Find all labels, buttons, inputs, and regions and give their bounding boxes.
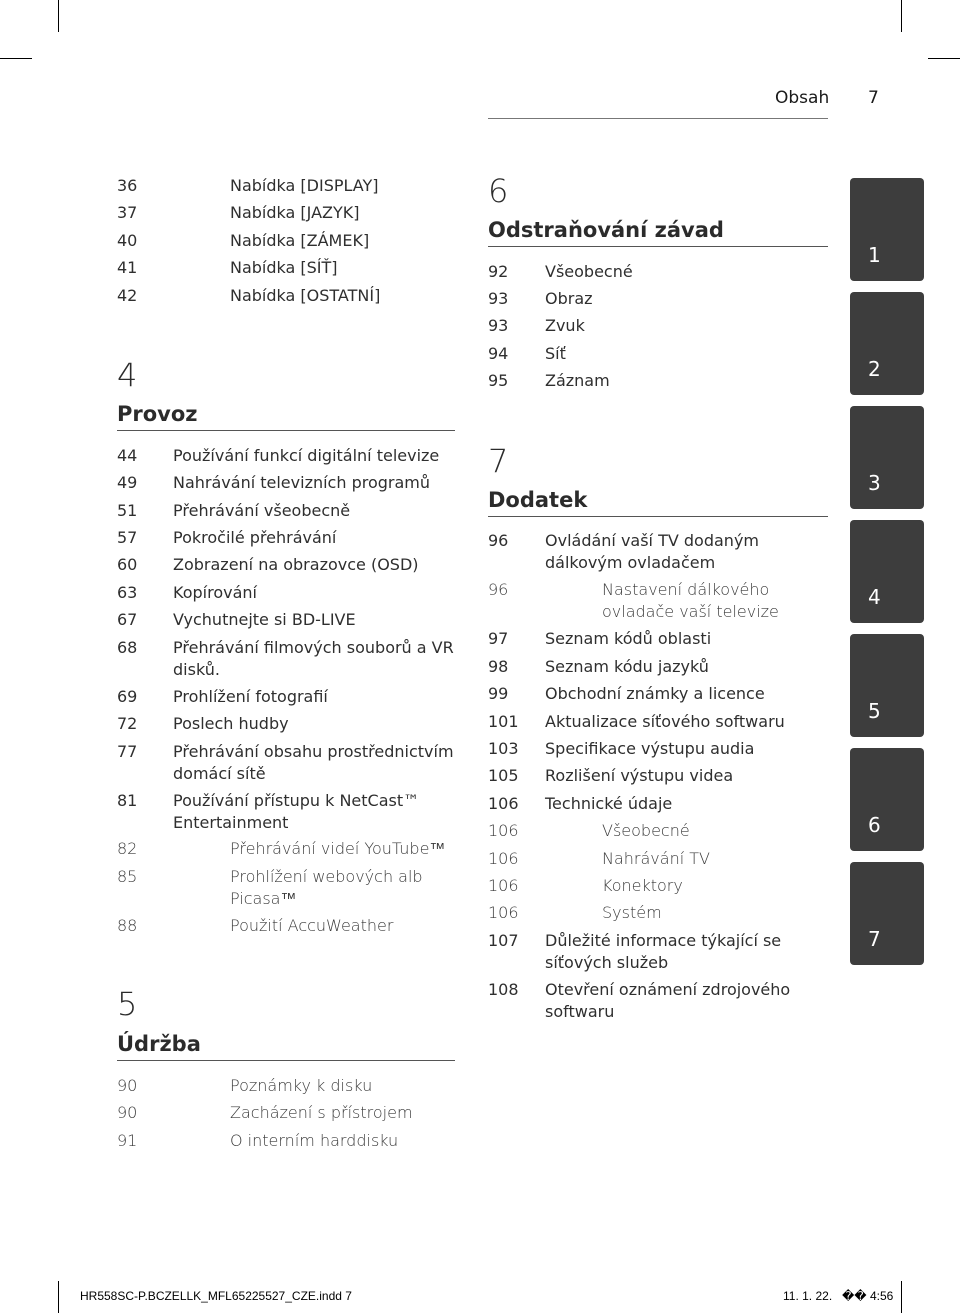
chapter-tab-3[interactable] (850, 406, 924, 509)
toc-title: Používání přístupu k NetCast™ Entertainment (173, 791, 420, 832)
toc-page: 101 (488, 712, 519, 731)
chapter-tab-5[interactable] (850, 634, 924, 737)
toc-page: 92 (488, 262, 509, 281)
toc-page: 68 (117, 638, 138, 657)
toc-entry[interactable] (117, 472, 457, 494)
toc-title: Nahrávání TV (602, 849, 710, 868)
toc-page: 60 (117, 555, 138, 574)
toc-title: Pokročilé přehrávání (173, 528, 337, 547)
toc-page: 44 (117, 446, 138, 465)
toc-entry[interactable] (117, 202, 457, 224)
toc-page: 49 (117, 473, 138, 492)
toc-subentry[interactable] (117, 915, 457, 937)
toc-title: Konektory (602, 876, 683, 895)
toc-subentry[interactable] (488, 902, 828, 924)
toc-entry[interactable] (117, 175, 457, 197)
toc-subentry[interactable] (117, 838, 457, 860)
toc-subentry[interactable] (488, 579, 828, 623)
toc-title: Záznam (545, 371, 610, 390)
toc-title: Technické údaje (545, 794, 673, 813)
toc-title: Systém (602, 903, 662, 922)
toc-title: Všeobecné (545, 262, 633, 281)
tab-label: 1 (868, 243, 881, 267)
toc-entry[interactable] (488, 793, 828, 815)
toc-entry[interactable] (488, 738, 828, 760)
toc-title: Zacházení s přístrojem (230, 1103, 413, 1122)
toc-page: 37 (117, 203, 138, 222)
toc-page: 69 (117, 687, 138, 706)
toc-page: 106 (488, 903, 519, 922)
toc-title: Nabídka [JAZYK] (230, 203, 360, 222)
toc-title: Prohlížení fotografií (173, 687, 328, 706)
toc-title: Specifikace výstupu audia (545, 739, 755, 758)
toc-entry[interactable] (117, 686, 457, 708)
chapter-rule (488, 516, 828, 517)
chapter-number: 5 (117, 985, 138, 1023)
toc-title: Nastavení dálkového ovladače vaší televize (602, 580, 779, 621)
toc-page: 97 (488, 629, 509, 648)
toc-entry[interactable] (488, 343, 828, 365)
toc-title: Obraz (545, 289, 593, 308)
chapter-tab-2[interactable] (850, 292, 924, 395)
toc-page: 106 (488, 794, 519, 813)
toc-page: 81 (117, 791, 138, 810)
chapter-title: Údržba (117, 1032, 201, 1056)
crop-mark (901, 1281, 902, 1313)
toc-page: 42 (117, 286, 138, 305)
toc-title: Nabídka [ZÁMEK] (230, 231, 370, 250)
toc-entry[interactable] (117, 527, 457, 549)
toc-title: Seznam kódů oblasti (545, 629, 712, 648)
toc-entry[interactable] (117, 230, 457, 252)
toc-page: 40 (117, 231, 138, 250)
toc-page: 107 (488, 931, 519, 950)
toc-title: Poslech hudby (173, 714, 289, 733)
toc-title: Otevření oznámení zdrojového softwaru (545, 980, 791, 1021)
toc-page: 85 (117, 867, 138, 886)
toc-page: 99 (488, 684, 509, 703)
tab-label: 5 (868, 699, 881, 723)
toc-entry[interactable] (488, 979, 828, 1023)
chapter-tab-6[interactable] (850, 748, 924, 851)
tab-label: 3 (868, 471, 881, 495)
toc-page: 67 (117, 610, 138, 629)
header-page-number: 7 (868, 88, 879, 108)
toc-title: Poznámky k disku (230, 1076, 373, 1095)
toc-entry[interactable] (117, 1130, 457, 1152)
chapter-tab-4[interactable] (850, 520, 924, 623)
toc-subentry[interactable] (488, 820, 828, 842)
toc-page: 88 (117, 916, 138, 935)
toc-entry[interactable] (117, 500, 457, 522)
slug-date: 11. 1. 22. (783, 1289, 833, 1303)
tab-label: 2 (868, 357, 881, 381)
toc-page: 106 (488, 876, 519, 895)
toc-title: Síť (545, 344, 566, 363)
toc-entry[interactable] (117, 609, 457, 631)
toc-page: 96 (488, 580, 509, 599)
toc-title: Zobrazení na obrazovce (OSD) (173, 555, 419, 574)
toc-entry[interactable] (117, 1102, 457, 1124)
toc-page: 51 (117, 501, 138, 520)
chapter-tab-1[interactable] (850, 178, 924, 281)
toc-page: 103 (488, 739, 519, 758)
toc-entry[interactable] (488, 930, 828, 974)
toc-entry[interactable] (117, 582, 457, 604)
toc-title: Důležité informace týkající se síťových služeb (545, 931, 782, 972)
toc-title: Vychutnejte si BD-LIVE (173, 610, 356, 629)
slug-filename: HR558SC-P.BCZELLK_MFL65225527_CZE.indd 7 (80, 1289, 352, 1303)
toc-title: Zvuk (545, 316, 585, 335)
toc-entry[interactable] (117, 713, 457, 735)
chapter-title: Dodatek (488, 488, 588, 512)
tab-label: 4 (868, 585, 881, 609)
toc-entry[interactable] (117, 285, 457, 307)
toc-entry[interactable] (117, 1075, 457, 1097)
toc-page: 96 (488, 531, 509, 550)
chapter-rule (488, 246, 828, 247)
toc-page: 106 (488, 849, 519, 868)
toc-entry[interactable] (488, 628, 828, 650)
toc-entry[interactable] (488, 530, 828, 574)
toc-entry[interactable] (117, 257, 457, 279)
toc-title: Prohlížení webových alb Picasa™ (230, 867, 423, 908)
toc-page: 90 (117, 1103, 138, 1122)
chapter-rule (117, 1060, 455, 1061)
toc-subentry[interactable] (488, 848, 828, 870)
toc-entry[interactable] (488, 315, 828, 337)
toc-title: Přehrávání filmových souborů a VR disků. (173, 638, 454, 679)
toc-title: Seznam kódu jazyků (545, 657, 709, 676)
toc-entry[interactable] (488, 261, 828, 283)
toc-entry[interactable] (488, 370, 828, 392)
toc-page: 93 (488, 316, 509, 335)
tab-label: 7 (868, 927, 881, 951)
crop-mark (58, 1281, 59, 1313)
toc-page: 63 (117, 583, 138, 602)
toc-page: 98 (488, 657, 509, 676)
toc-title: Aktualizace síťového softwaru (545, 712, 785, 731)
toc-title: Všeobecné (602, 821, 690, 840)
chapter-title: Provoz (117, 402, 198, 426)
toc-title: Nabídka [SÍŤ] (230, 258, 338, 277)
toc-title: Použití AccuWeather (230, 916, 394, 935)
chapter-number: 7 (488, 442, 509, 480)
toc-entry[interactable] (488, 288, 828, 310)
toc-title: Přehrávání videí YouTube™ (230, 839, 446, 858)
toc-entry[interactable] (117, 554, 457, 576)
toc-entry[interactable] (117, 445, 457, 467)
toc-title: Nahrávání televizních programů (173, 473, 431, 492)
toc-title: Kopírování (173, 583, 257, 602)
toc-title: Přehrávání všeobecně (173, 501, 351, 520)
toc-title: O interním harddisku (230, 1131, 399, 1150)
toc-page: 57 (117, 528, 138, 547)
chapter-rule (117, 430, 455, 431)
toc-title: Přehrávání obsahu prostřednictvím domácí sítě (173, 742, 454, 783)
toc-page: 93 (488, 289, 509, 308)
header-section-title: Obsah (775, 88, 830, 108)
chapter-tab-7[interactable] (850, 862, 924, 965)
toc-title: Ovládání vaší TV dodaným dálkovým ovladačem (545, 531, 759, 572)
crop-mark (0, 58, 32, 59)
chapter-title: Odstraňování závad (488, 218, 724, 242)
chapter-number: 4 (117, 356, 138, 394)
crop-mark (58, 0, 59, 32)
toc-subentry[interactable] (488, 875, 828, 897)
toc-page: 36 (117, 176, 138, 195)
toc-page: 72 (117, 714, 138, 733)
header-rule (488, 118, 828, 119)
toc-page: 82 (117, 839, 138, 858)
tab-label: 6 (868, 813, 881, 837)
toc-page: 105 (488, 766, 519, 785)
toc-entry[interactable] (488, 683, 828, 705)
toc-entry[interactable] (488, 765, 828, 787)
toc-title: Používání funkcí digitální televize (173, 446, 440, 465)
toc-page: 91 (117, 1131, 138, 1150)
toc-entry[interactable] (117, 790, 457, 834)
toc-page: 106 (488, 821, 519, 840)
toc-entry[interactable] (117, 637, 457, 681)
toc-title: Nabídka [OSTATNÍ] (230, 286, 381, 305)
toc-page: 77 (117, 742, 138, 761)
toc-title: Obchodní známky a licence (545, 684, 765, 703)
slug-time: �� 4:56 (842, 1289, 894, 1303)
chapter-number: 6 (488, 172, 509, 210)
toc-page: 90 (117, 1076, 138, 1095)
toc-page: 94 (488, 344, 509, 363)
toc-title: Rozlišení výstupu videa (545, 766, 734, 785)
crop-mark (901, 0, 902, 32)
toc-title: Nabídka [DISPLAY] (230, 176, 379, 195)
toc-subentry[interactable] (117, 866, 457, 910)
toc-page: 41 (117, 258, 138, 277)
toc-entry[interactable] (117, 741, 457, 785)
toc-entry[interactable] (488, 656, 828, 678)
crop-mark (928, 58, 960, 59)
toc-entry[interactable] (488, 711, 828, 733)
toc-page: 108 (488, 980, 519, 999)
toc-page: 95 (488, 371, 509, 390)
